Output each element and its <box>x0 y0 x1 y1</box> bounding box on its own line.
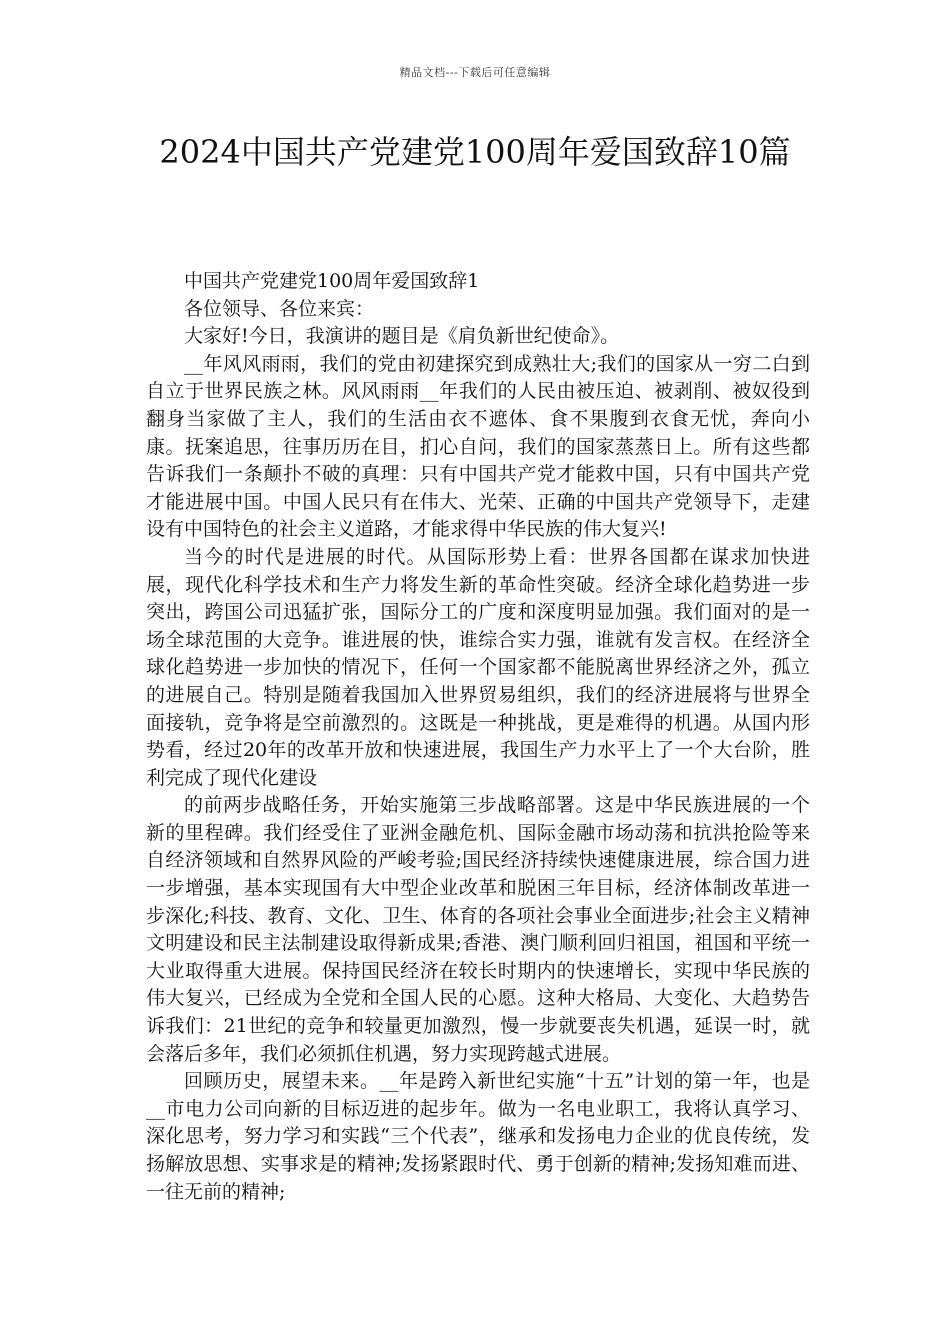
section-heading: 中国共产党建党100周年爱国致辞1 <box>184 270 480 292</box>
paragraph: 大家好!今日，我演讲的题目是《肩负新世纪使命》。 <box>184 325 620 348</box>
paragraph: 回顾历史，展望未来。__年是跨入新世纪实施“十五”计划的第一年，也是__市电力公司向新的目标迈进的起步年。做为一名电业职工，我将认真学习、深化思考，努力学习和实践“三个代表”，继承和发扬电力企业的优良传统，发扬解放思想、实事求是的精神;发扬紧跟时代、勇于创新的精神;发扬知难而进、一往无前的精神; <box>146 1070 810 1203</box>
salutation: 各位领导、各位来宾： <box>184 297 375 320</box>
header-note: 精品文档---下载后可任意编辑 <box>399 66 551 79</box>
page-title: 2024中国共产党建党100周年爱国致辞10篇 <box>159 133 791 171</box>
paragraph: 当今的时代是进展的时代。从国际形势上看：世界各国都在谋求加快进展，现代化科学技术和生产力将发生新的革命性突破。经济全球化趋势进一步突出，跨国公司迅猛扩张，国际分工的广度和深度明显加强。我们面对的是一场全球范围的大竞争。谁进展的快，谁综合实力强，谁就有发言权。在经济全球化趋势进一步加快的情况下，任何一个国家都不能脱离世界经济之外，孤立的进展自己。特别是随着我国加入世界贸易组织，我们的经济进展将与世界全面接轨，竞争将是空前激烈的。这既是一种挑战，更是难得的机遇。从国内形势看，经过20年的改革开放和快速进展，我国生产力水平上了一个大台阶，胜利完成了现代化建设 <box>146 545 810 789</box>
paragraph: __年风风雨雨，我们的党由初建探究到成熟壮大;我们的国家从一穷二白到自立于世界民族之林。风风雨雨__年我们的人民由被压迫、被剥削、被奴役到翻身当家做了主人，我们的生活由衣不遮体、食不果腹到衣食无忧，奔向小康。抚案追思，往事历历在目，扪心自问，我们的国家蒸蒸日上。所有这些都告诉我们一条颠扑不破的真理：只有中国共产党才能救中国，只有中国共产党才能进展中国。中国人民只有在伟大、光荣、正确的中国共产党领导下，走建设有中国特色的社会主义道路，才能求得中华民族的伟大复兴! <box>146 352 810 541</box>
document-body <box>146 268 810 1206</box>
paragraph: 的前两步战略任务，开始实施第三步战略部署。这是中华民族进展的一个新的里程碑。我们经受住了亚洲金融危机、国际金融市场动荡和抗洪抢险等来自经济领域和自然界风险的严峻考验;国民经济持续快速健康进展，综合国力进一步增强，基本实现国有大中型企业改革和脱困三年目标，经济体制改革进一步深化;科技、教育、文化、卫生、体育的各项社会事业全面进步;社会主义精神文明建设和民主法制建设取得新成果;香港、澳门顺利回归祖国，祖国和平统一大业取得重大进展。保持国民经济在较长时期内的快速增长，实现中华民族的伟大复兴，已经成为全党和全国人民的心愿。这种大格局、大变化、大趋势告诉我们：21世纪的竞争和较量更加激烈，慢一步就要丧失机遇，延误一时，就会落后多年，我们必须抓住机遇，努力实现跨越式进展。 <box>146 794 810 1065</box>
